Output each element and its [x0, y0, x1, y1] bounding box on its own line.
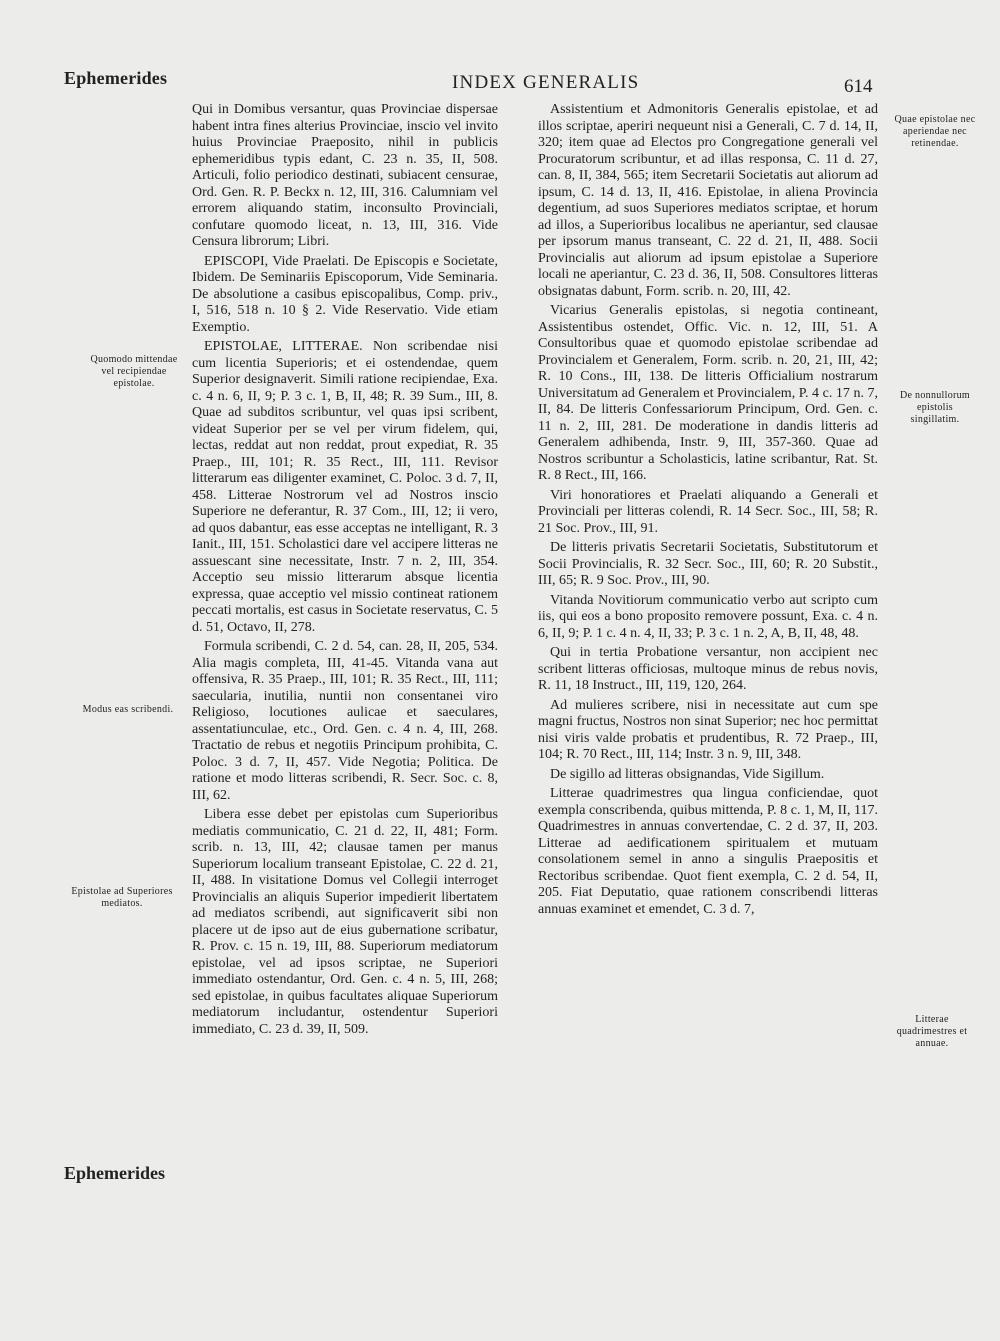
entry-paragraph: Formula scribendi, C. 2 d. 54, can. 28, II, 205, 534. Alia magis completa, III, 41-45. Vitanda vana aut offensiva, R. 35 Praep., III, 101; R. 35 Rect., III, 111; saecularia, inutilia, nuntii non consentanei viro Religioso, locutiones aulicae et saeculares, assentatiunculae, etc., Ord. Gen. c. 4 n. 4, III, 268. Tractatio de rebus et negotiis Principum prohibita, C. Poloc. 3 d. 7, II, 457. Vide Negotia; Politica. De ratione et modo litteras scribendi, R. Secr. Soc. c. 8, III, 62. [192, 639, 498, 803]
margin-note-left-2: Modus eas scribendi. [82, 704, 174, 715]
entry-paragraph: Viri honoratiores et Praelati aliquando a Generali et Provinciali per litteras colendi, R. 14 Secr. Soc., III, 58; R. 21 Soc. Prov., III, 91. [538, 487, 878, 536]
entry-paragraph: Qui in tertia Probatione versantur, non accipient nec scribent litteras officiosas, multoque minus de rebus novis, R. 11, 18 Instruct., III, 119, 120, 264. [538, 645, 878, 693]
entry-paragraph: Assistentium et Admonitoris Generalis epistolae, et ad illos scriptae, aperiri nequeunt nisi a Generali, C. 7 d. 14, II, 320; item quae ad Electos pro Congregatione generali vel Procuratorum scribuntur, et ad illas responsa, C. 11 d. 27, can. 8, II, 384, 565; item Secretarii Societatis aut aliorum ad ipsum, C. 14 d. 13, II, 416. Epistolae, in aliena Provincia degentium, ad suos Superiores mediatos scriptae, et horum ad illos, a Superioribus localibus ne aperiantur, sed clausae per ipsorum manus transeant, C. 22 d. 21, II, 488. Socii Provincialis aut aliorum ad ipsum epistolae a Superiore locali ne aperiantur, C. 23 d. 36, II, 508. Consultores litteras obsignatas dabunt, Form. scrib. n. 20, III, 42. [538, 102, 878, 299]
entry-paragraph: Ad mulieres scribere, nisi in necessitate aut cum spe magni fructus, Nostros non sinat Superior; nec hoc permittat nisi viris valde probatis et prudentibus, R. 72 Praep., III, 104; R. 70 Rect., III, 114; Instr. 3 n. 9, III, 348. [538, 697, 878, 762]
entry-paragraph: Libera esse debet per epistolas cum Superioribus mediatis communicatio, C. 21 d. 22, II, 481; Form. scrib. n. 13, III, 42; clausae tamen per manus Superiorum localium transeant Epistolae, C. 22 d. 21, II, 488. In visitatione Domus vel Collegii interroget Provincialis an aliquis Superior impedierit libertatem ad mediatos scribendi, aut significaverit sibi non placere ut de ipso aut de eius gubernatione scribatur, R. Prov. c. 15 n. 19, III, 88. Superiorum mediatorum epistolae, vel ad ipsos scriptae, ne Superiori immediato ostendantur, Ord. Gen. c. 4 n. 5, III, 268; sed epistolae, in quibus facultates aliquae Superiorum mediatorum includantur, ostendentur Superiori immediato, C. 23 d. 39, II, 509. [192, 807, 498, 1037]
entry-paragraph: Litterae quadrimestres qua lingua conficiendae, quot exempla conscribenda, quibus mittenda, P. 8 c. 1, M, II, 117. Quadrimestres in annuas convertendae, C. 2 d. 37, II, 203. Litterae ad aedificationem spiritualem et mutuam consolationem semel in anno a singulis Praepositis et Rectoribus scribendae. Quot fient exempla, C. 2 d. 54, II, 205. Fiat Deputatio, quae rationem conscribendi litteras annuas examinet et emendet, C. 3 d. 7, [538, 786, 878, 917]
page-number: 614 [844, 76, 873, 97]
margin-note-right-3: Litterae quadrimestres et annuae. [896, 1014, 968, 1049]
entry-paragraph: EPISTOLAE, LITTERAE. Non scribendae nisi cum licentia Superioris; et ei ostendendae, quem Superior designaverit. Simili ratione recipiendae, Exa. c. 4 n. 6, II, 9; P. 3 c. 1, B, II, 48; R. 39 Sum., III, 8. Quae ad subditos scribuntur, vel quas ipsi scribent, videat Superior per se vel per virum fidelem, qui, lectas, reddat aut non reddat, prout expediat, R. 35 Praep., III, 101; R. 35 Rect., III, 111. Revisor litterarum eas diligenter examinet, C. Poloc. 3 d. 7, II, 458. Litterae Nostrorum vel ad Nostros inscio Superiore ne deferantur, R. 37 Com., III, 12; ii vero, ad quos dabantur, eas esse acceptas ne intelligant, R. 3 Ianit., III, 151. Scholastici dare vel accipere litteras ne assuescant sine necessitate, Instr. 7 n. 2, III, 354. Acceptio seu missio litterarum absque licentia expressa, quae acceptio vel missio contineat rationem peccati mortalis, est casus in Societate reservatus, C. 5 d. 51, Octavo, II, 278. [192, 339, 498, 635]
running-head-title: INDEX GENERALIS [452, 72, 640, 93]
running-head-left: Ephemerides [64, 68, 168, 88]
entry-paragraph: De sigillo ad litteras obsignandas, Vide Sigillum. [550, 766, 825, 782]
margin-note-right-2: De nonnullorum epistolis singillatim. [899, 390, 971, 425]
entry-paragraph: EPISCOPI, Vide Praelati. De Episcopis e Societate, Ibidem. De Seminariis Episcoporum, Vide Seminaria. De absolutione a casibus episcopalibus, Comp. priv., I, 516, 518 n. 10 § 2. Vide Reservatio. Vide etiam Exemptio. [192, 253, 498, 335]
footer-label: Ephemerides [64, 1163, 165, 1183]
margin-note-left-1: Quomodo mittendae vel recipiendae epistolae. [90, 354, 178, 389]
entry-paragraph: De litteris privatis Secretarii Societatis, Substitutorum et Socii Provincialis, R. 32 Secr. Soc., III, 60; R. 20 Substit., III, 65; R. 9 Soc. Prov., III, 90. [538, 540, 878, 588]
entry-paragraph: Vitanda Novitiorum communicatio verbo aut scripto cum iis, qui eos a bono proposito removere possunt, Exa. c. 4 n. 6, II, 9; P. 1 c. 4 n. 4, II, 33; P. 3 c. 1 n. 2, A, B, II, 48, 48. [538, 592, 878, 641]
margin-note-right-1: Quae epistolae nec aperiendae nec retinendae. [894, 114, 976, 149]
entry-paragraph: Qui in Domibus versantur, quas Provinciae dispersae habent intra fines alterius Provinciae, inscio vel invito huius Provinciae Praeposito, nihil in publicis ephemeridibus typis edant, C. 23 n. 35, II, 508. Articuli, folio periodico destinati, subiacent censurae, Ord. Gen. R. P. Beckx n. 12, III, 316. Calumniam vel errorem aliquando statim, inconsulto Provinciali, confutare quomodo liceat, n. 13, III, 316. Vide Censura librorum; Libri. [192, 102, 498, 249]
text-column-left [192, 102, 498, 1041]
entry-paragraph: Vicarius Generalis epistolas, si negotia contineant, Assistentibus ostendet, Offic. Vic. n. 12, III, 51. A Consultoribus quae et quomodo epistolae scribendae ad Provincialem et Generalem, Form. scrib. n. 20, 21, III, 42; R. 10 Cons., III, 138. De litteris Officialium nostrarum Universitatum ad Generalem et Provincialem, P. 4 c. 17 n. 7, II, 84. De litteris Confessariorum Principum, Ord. Gen. c. 11 n. 2, III, 281. De moderatione in dandis litteris ad Generalem adhibenda, Instr. 9, III, 357-360. Quae ad Nostros scribuntur a Scholasticis, latine scribantur, Rat. St. R. 8 Rect., III, 166. [538, 303, 878, 483]
text-column-right [538, 102, 878, 921]
margin-note-left-3: Epistolae ad Superiores mediatos. [71, 886, 173, 909]
